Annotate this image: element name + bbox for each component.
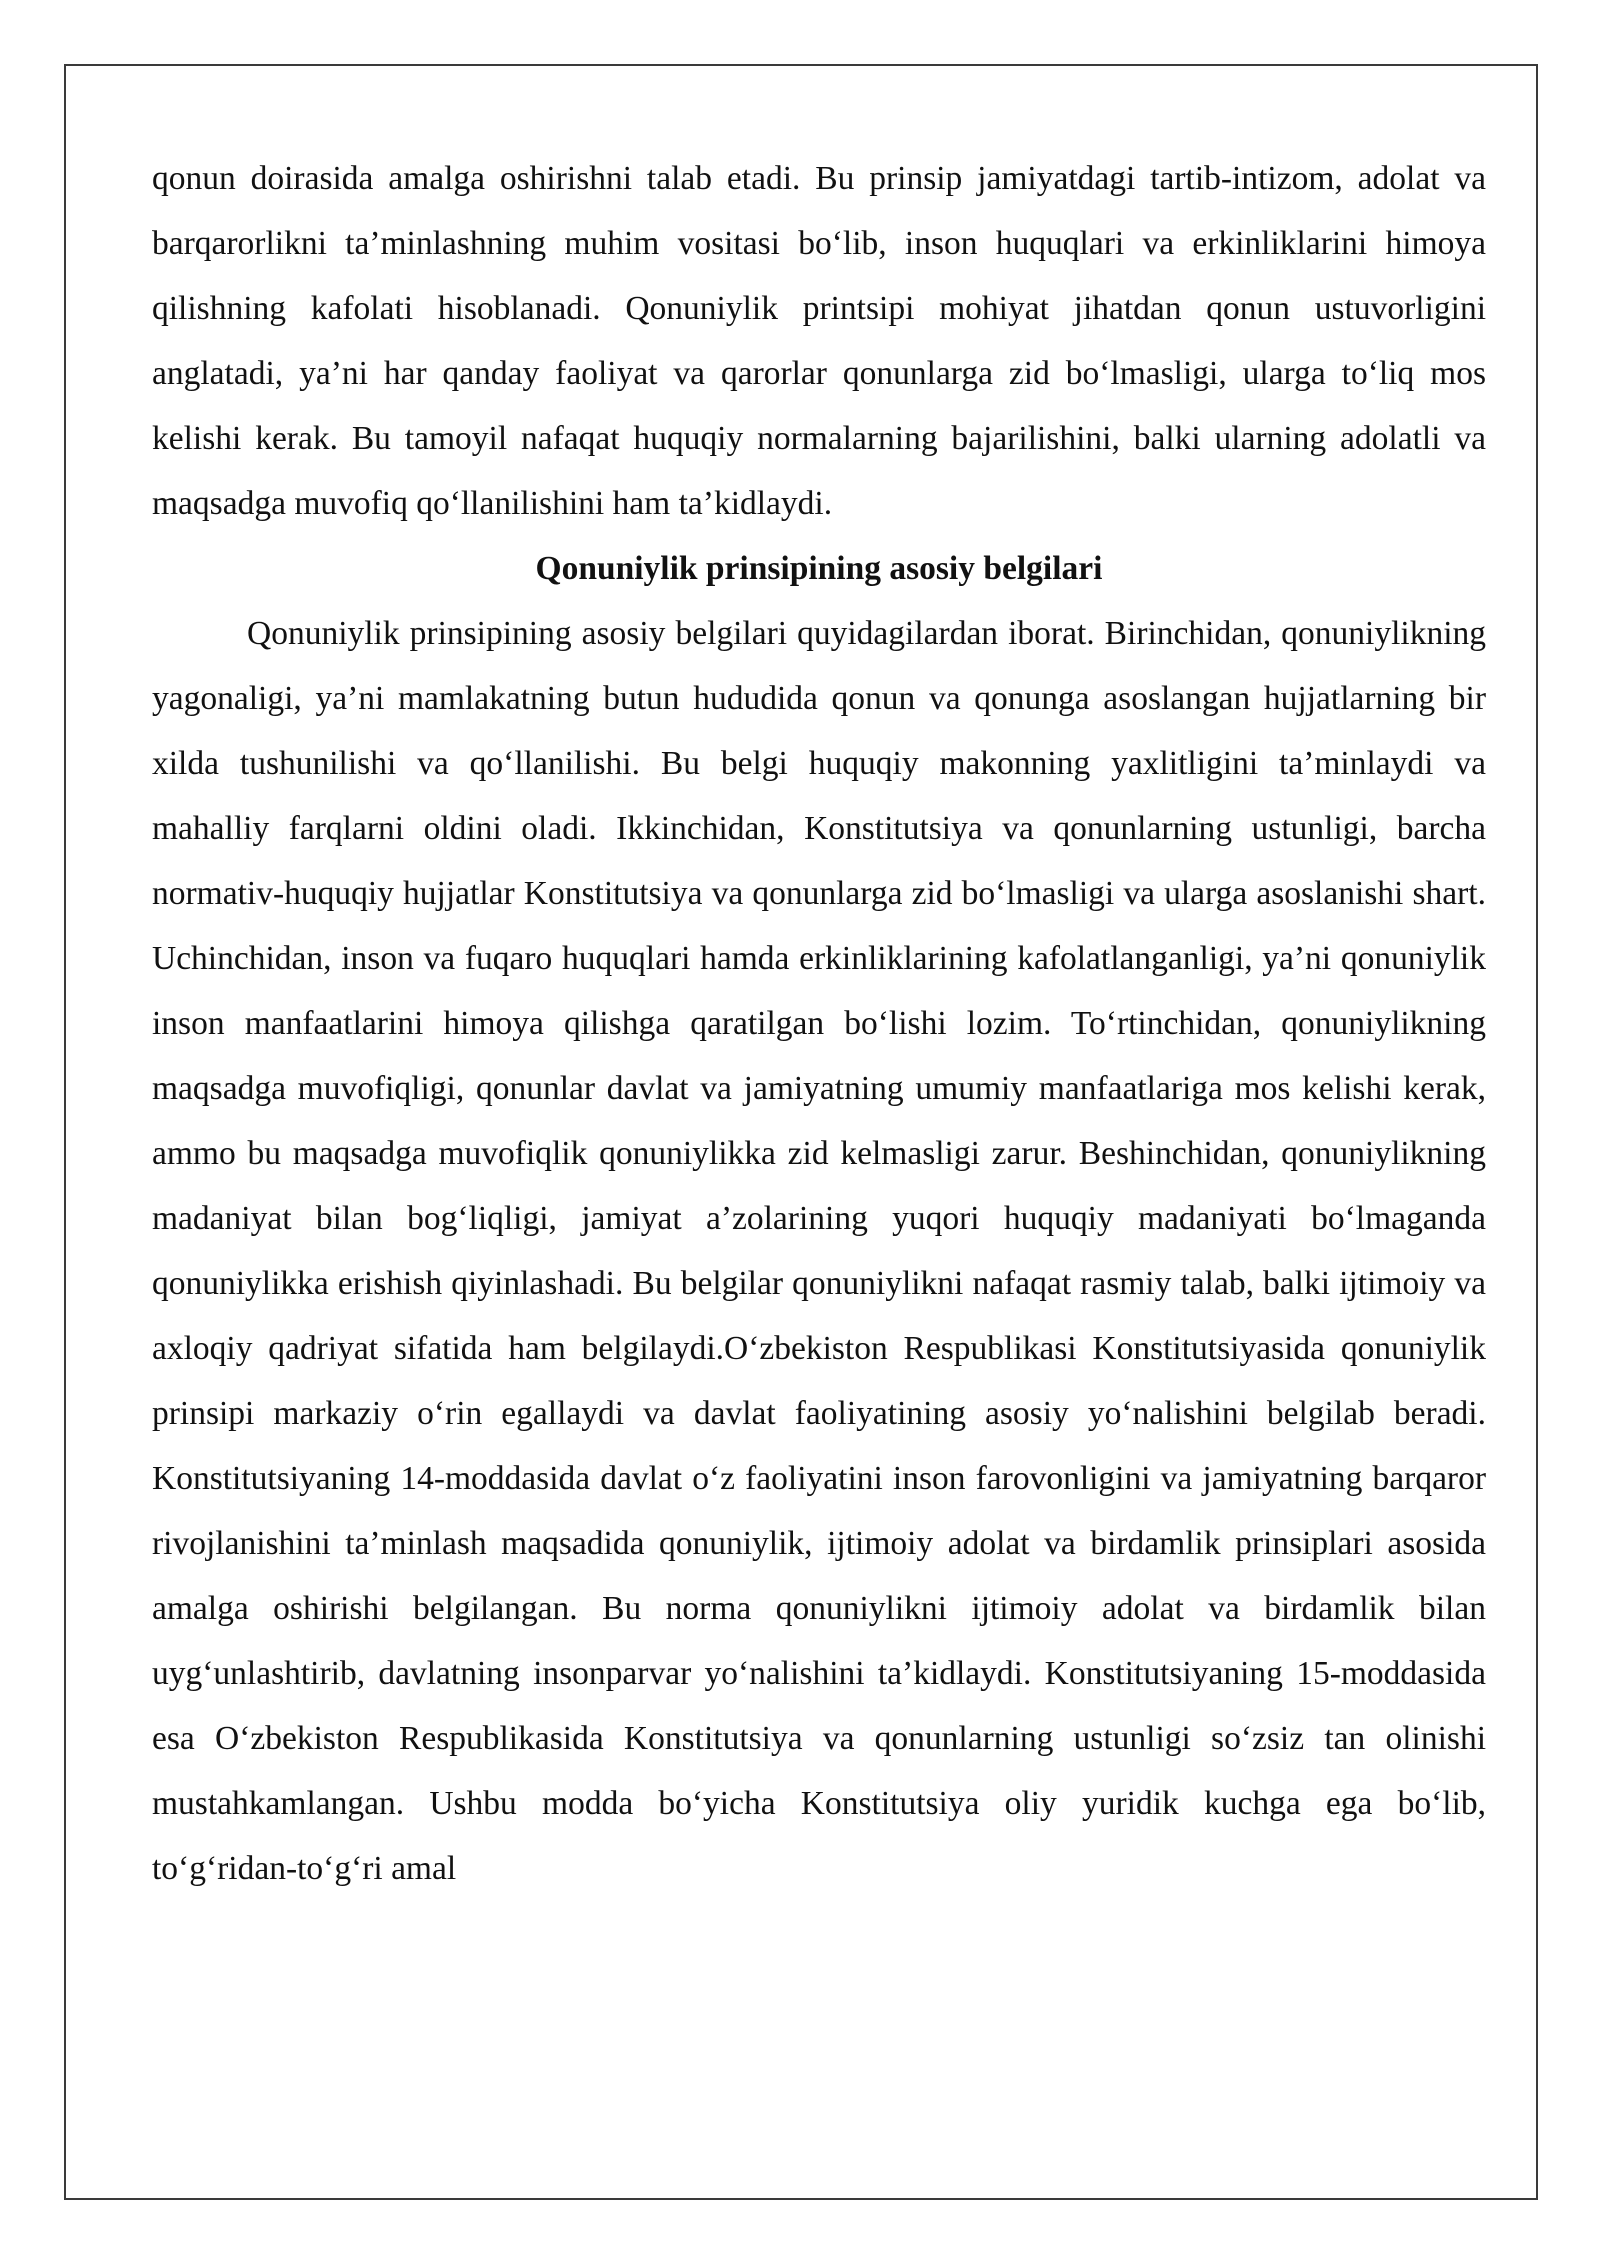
paragraph-main: Qonuniylik prinsipining asosiy belgilari quyidagilardan iborat. Birinchidan, qonuniylikning yagonaligi, ya’ni mamlakatning butun hududida qonun va qonunga asoslangan hujjatlarning bir xilda tushunilishi va qo‘llanilishi. Bu belgi huquqiy makonning yaxlitligini ta’minlaydi va mahalliy farqlarni oldini oladi. Ikkinchidan, Konstitutsiya va qonunlarning ustunligi, barcha normativ-huquqiy hujjatlar Konstitutsiya va qonunlarga zid bo‘lmasligi va ularga asoslanishi shart. Uchinchidan, inson va fuqaro huquqlari hamda erkinliklarining kafolatlanganligi, ya’ni qonuniylik inson manfaatlarini himoya qilishga qaratilgan bo‘lishi lozim. To‘rtinchidan, qonuniylikning maqsadga muvofiqligi, qonunlar davlat va jamiyatning umumiy manfaatlariga mos kelishi kerak, ammo bu maqsadga muvofiqlik qonuniylikka zid kelmasligi zarur. Beshinchidan, qonuniylikning madaniyat bilan bog‘liqligi, jamiyat a’zolarining yuqori huquqiy madaniyati bo‘lmaganda qonuniylikka erishish qiyinlashadi. Bu belgilar qonuniylikni nafaqat rasmiy talab, balki ijtimoiy va axloqiy qadriyat sifatida ham belgilaydi.O‘zbekiston Respublikasi Konstitutsiyasida qonuniylik prinsipi markaziy o‘rin egallaydi va davlat faoliyatining asosiy yo‘nalishini belgilab beradi. Konstitutsiyaning 14-moddasida davlat o‘z faoliyatini inson farovonligini va jamiyatning barqaror rivojlanishini ta’minlash maqsadida qonuniylik, ijtimoiy adolat va birdamlik prinsiplari asosida amalga oshirishi belgilangan. Bu norma qonuniylikni ijtimoiy adolat va birdamlik bilan uyg‘unlashtirib, davlatning insonparvar yo‘nalishini ta’kidlaydi. Konstitutsiyaning 15-moddasida esa O‘zbekiston Respublikasida Konstitutsiya va qonunlarning ustunligi so‘zsiz tan olinishi mustahkamlangan. Ushbu modda bo‘yicha Konstitutsiya oliy yuridik kuchga ega bo‘lib, to‘g‘ridan-to‘g‘ri amal [152, 615, 1486, 1887]
paragraph-intro: qonun doirasida amalga oshirishni talab etadi. Bu prinsip jamiyatdagi tartib-intizom, adolat va barqarorlikni ta’minlashning muhim vositasi bo‘lib, inson huquqlari va erkinliklarini himoya qilishning kafolati hisoblanadi. Qonuniylik printsipi mohiyat jihatdan qonun ustuvorligini anglatadi, ya’ni har qanday faoliyat va qarorlar qonunlarga zid bo‘lmasligi, ularga to‘liq mos kelishi kerak. Bu tamoyil nafaqat huquqiy normalarning bajarilishini, balki ularning adolatli va maqsadga muvofiq qo‘llanilishini ham ta’kidlaydi. [152, 160, 1486, 522]
section-heading: Qonuniylik prinsipining asosiy belgilari [535, 550, 1103, 587]
document-body [152, 146, 1486, 1901]
